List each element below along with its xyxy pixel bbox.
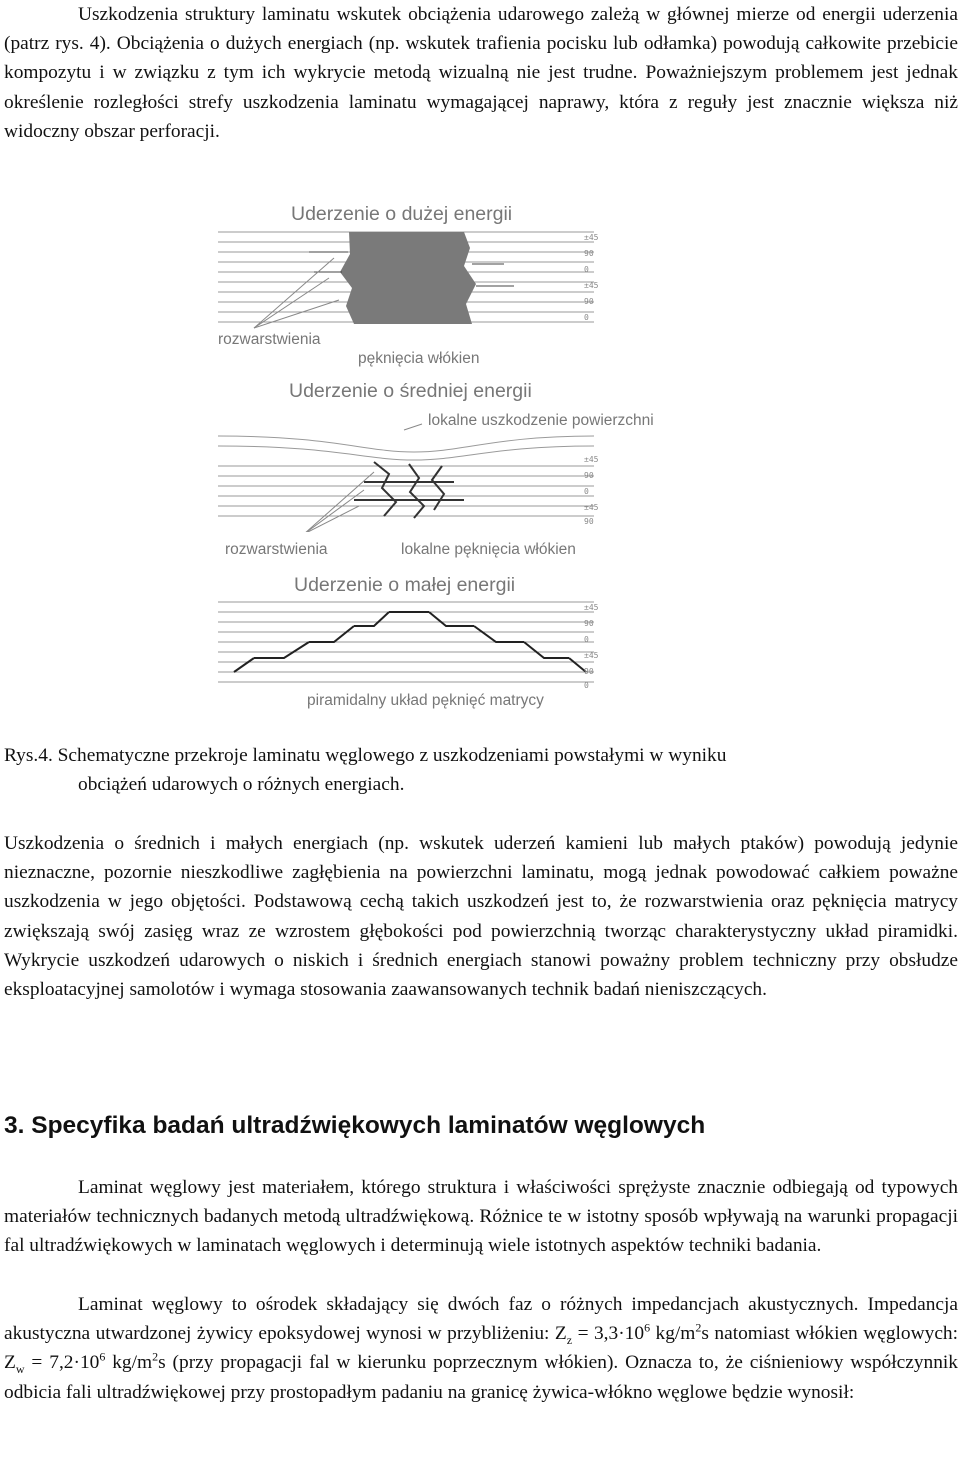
- paragraph-text-part: s (przy propagacji fal w kierunku poprzecznym włókien). Oznacza to, że ciśnieniowy współczynnik odbicia fali ultradźwiękowej przy prostopadłym padaniu na granicę żywica-włókno węglowe będzie wynosił:: [4, 1352, 958, 1403]
- perforation-hole: [340, 232, 476, 324]
- figure-caption: [4, 741, 954, 799]
- paragraph-text-part: kg/m: [105, 1352, 153, 1374]
- matrix-cracks-medium: [354, 462, 464, 518]
- svg-text:0: 0: [584, 313, 589, 322]
- paragraph-text-part: = 3,3·10: [572, 1323, 645, 1345]
- label-pyramid-cracks-low: piramidalny układ pęknięć matrycy: [307, 692, 544, 709]
- section-heading: 3. Specyfika badań ultradźwiękowych laminatów węglowych: [4, 1112, 706, 1139]
- laminate-high-energy-diagram: [214, 228, 614, 338]
- paragraph-text: Uszkodzenia o średnich i małych energiach (np. wskutek uderzeń kamieni lub małych ptaków) powodują jedynie nieznaczne, pozornie nieszkodliwe zagłębienia na powierzchni laminatu, mogą jednak powodować całkiem poważne uszkodzenia w jego objętości. Podstawową cechą takich uszkodzeń jest to, że rozwarstwienia oraz pęknięcia matrycy zwiększają swój zasięg wraz ze wzrostem głębokości pod powierzchnią tworząc charakterystyczny układ piramidki. Wykrycie uszkodzeń udarowych o niskich i średnich energiach stanowi poważny problem techniczny przy obsłudze eksploatacyjnej samolotów i wymaga stosowania zaawansowanych technik badań nieniszczących.: [4, 833, 958, 1001]
- paragraph-acoustic-impedance: [4, 1290, 958, 1407]
- svg-text:90: 90: [584, 667, 594, 676]
- superscript-square: 2: [695, 1320, 702, 1335]
- ply-orientation-marks: [584, 233, 599, 322]
- svg-text:0: 0: [584, 265, 589, 274]
- laminate-medium-energy-diagram: [214, 422, 614, 532]
- svg-text:90: 90: [584, 297, 594, 306]
- svg-text:90: 90: [584, 471, 594, 480]
- svg-text:±45: ±45: [584, 651, 599, 660]
- svg-text:±45: ±45: [584, 603, 599, 612]
- svg-text:0: 0: [584, 635, 589, 644]
- paragraph-text: Uszkodzenia struktury laminatu wskutek obciążenia udarowego zależą w głównej mierze od energii uderzenia (patrz rys. 4). Obciążenia o dużych energiach (np. wskutek trafienia pocisku lub odłamka) powodują całkowite przebicie kompozytu i w związku z tym ich wykrycie metodą wizualną nie jest trudne. Poważniejszym problemem jest jednak określenie rozległości strefy uszkodzenia laminatu wymagającej naprawy, która z reguły jest znacznie większa niż widoczny obszar perforacji.: [4, 4, 958, 142]
- superscript-exponent: 6: [644, 1320, 651, 1335]
- label-local-fiber-cracks-medium: lokalne pęknięcia włókien: [401, 541, 576, 558]
- figure-title-low-energy: Uderzenie o małej energii: [294, 574, 516, 596]
- caption-text-line1: Schematyczne przekroje laminatu węglowego z uszkodzeniami powstałymi w wyniku: [52, 745, 727, 766]
- svg-text:90: 90: [584, 249, 594, 258]
- svg-text:0: 0: [584, 681, 589, 690]
- paragraph-low-medium-damage: [4, 829, 958, 1004]
- paragraph-text: Laminat węglowy jest materiałem, którego struktura i właściwości sprężyste znacznie odbiegają od typowych materiałów technicznych badanych metodą ultradźwiękową. Różnice te w istotny sposób wpływają na warunki propagacji fal ultradźwiękowych w laminatach węglowych i determinują wiele istotnych aspektów techniki badania.: [4, 1177, 958, 1257]
- superscript-square: 2: [152, 1349, 159, 1364]
- label-surface-damage-medium: lokalne uszkodzenie powierzchni: [428, 412, 654, 429]
- svg-text:±45: ±45: [584, 233, 599, 242]
- paragraph-text-part: Laminat węglowy to ośrodek składający się dwóch faz o różnych impedancjach akustycznych. Impedancja akustyczna utwardzonej żywicy epoksydowej wynosi w przybliżeniu: Z: [4, 1294, 958, 1345]
- svg-text:±45: ±45: [584, 455, 599, 464]
- svg-text:90: 90: [584, 619, 594, 628]
- svg-text:90: 90: [584, 517, 594, 526]
- caption-number: Rys.4.: [4, 745, 53, 766]
- label-fiber-cracks-high: pęknięcia włókien: [358, 350, 480, 367]
- label-delamination-high: rozwarstwienia: [218, 331, 321, 348]
- laminate-low-energy-diagram: [214, 596, 614, 692]
- subscript-w: w: [15, 1362, 25, 1377]
- svg-text:±45: ±45: [584, 281, 599, 290]
- label-delamination-medium: rozwarstwienia: [225, 541, 328, 558]
- paragraph-impact-damage-intro: [4, 0, 958, 146]
- svg-text:0: 0: [584, 487, 589, 496]
- paragraph-text-part: kg/m: [650, 1323, 696, 1345]
- superscript-exponent: 6: [99, 1349, 106, 1364]
- figure-title-medium-energy: Uderzenie o średniej energii: [289, 380, 532, 402]
- paragraph-laminate-structure: [4, 1173, 958, 1261]
- caption-text-line2: obciążeń udarowych o różnych energiach.: [78, 774, 405, 796]
- subscript-z: z: [566, 1333, 573, 1348]
- figure-title-high-energy: Uderzenie o dużej energii: [291, 203, 513, 225]
- paragraph-text-part: = 7,2·10: [24, 1352, 100, 1374]
- paragraph-text-part: s natomiast włókien węglowych: Z: [4, 1323, 959, 1374]
- svg-text:±45: ±45: [584, 503, 599, 512]
